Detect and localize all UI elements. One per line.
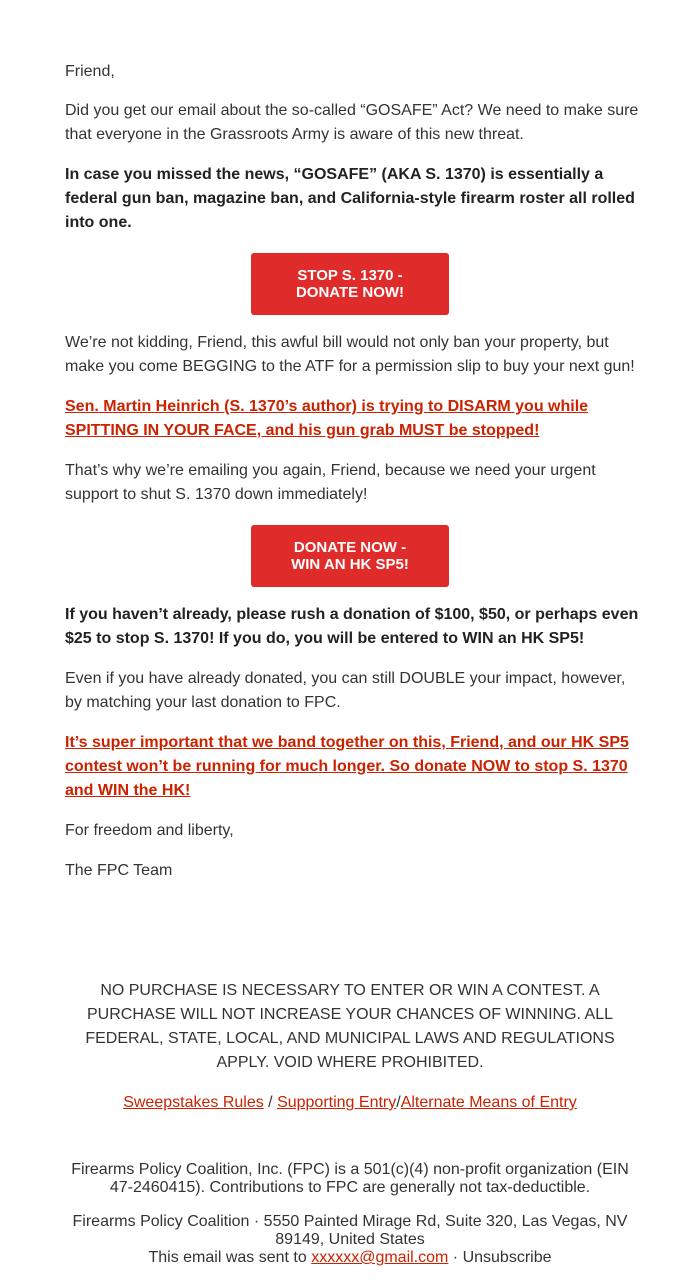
stop-button-line1: STOP S. 1370 - bbox=[297, 267, 403, 284]
unsubscribe-link[interactable]: Unsubscribe bbox=[462, 1249, 552, 1266]
kidding-paragraph: We’re not kidding, Friend, this awful bill would not only ban your property, but make you come BEGGING to the ATF for a permission slip to buy your next gun! bbox=[65, 334, 635, 375]
sent-separator: · bbox=[448, 1249, 463, 1266]
closing-line: For freedom and liberty, bbox=[65, 822, 234, 839]
heinrich-paragraph bbox=[65, 395, 645, 443]
heinrich-link[interactable]: Sen. Martin Heinrich (S. 1370’s author) is trying to DISARM you while SPITTING IN YOUR FACE, and his gun grab MUST be stopped! bbox=[65, 398, 589, 439]
sent-prefix: This email was sent to bbox=[148, 1249, 312, 1266]
sweepstakes-rules-link[interactable]: Sweepstakes Rules bbox=[123, 1094, 264, 1111]
recipient-email-link[interactable]: xxxxxx@gmail.com bbox=[311, 1249, 449, 1266]
donate-button-line1: DONATE NOW - bbox=[293, 539, 407, 556]
important-paragraph bbox=[65, 731, 645, 803]
rush-paragraph: If you haven’t already, please rush a donation of $100, $50, or perhaps even $25 to stop S. 1370! If you do, you will be entered to WIN an HK SP5! bbox=[65, 606, 639, 647]
footer-links bbox=[0, 1091, 700, 1115]
footer-org-info bbox=[0, 1161, 700, 1197]
stop-button-line2: DONATE NOW! bbox=[295, 284, 405, 301]
link-slash: / bbox=[396, 1094, 401, 1111]
donate-button-line2: WIN AN HK SP5! bbox=[291, 556, 409, 573]
link-separator: / bbox=[263, 1094, 278, 1111]
donate-win-button[interactable] bbox=[251, 525, 449, 587]
news-paragraph: In case you missed the news, “GOSAFE” (AKA S. 1370) is essentially a federal gun ban, magazine ban, and California-style firearm roster all rolled into one. bbox=[65, 166, 635, 231]
sent-line bbox=[0, 1249, 700, 1267]
disclaimer-text: NO PURCHASE IS NECESSARY TO ENTER OR WIN A CONTEST. A PURCHASE WILL NOT INCREASE YOUR CHANCES OF WINNING. ALL FEDERAL, STATE, LOCAL, AND MUNICIPAL LAWS AND REGULATIONS APPLY. VOID WHERE PROHIBITED. bbox=[85, 982, 615, 1071]
supporting-entry-link[interactable]: Supporting Entry bbox=[277, 1094, 397, 1111]
signature: The FPC Team bbox=[65, 862, 173, 879]
org-text: Firearms Policy Coalition, Inc. (FPC) is a 501(c)(4) non-profit organization (EIN 47-2460415). Contributions to FPC are generally not tax-deductible. bbox=[71, 1161, 629, 1196]
stop-donate-button[interactable] bbox=[251, 253, 449, 315]
footer-address bbox=[0, 1213, 700, 1267]
intro-paragraph: Did you get our email about the so-called “GOSAFE” Act? We need to make sure that everyone in the Grassroots Army is aware of this new threat. bbox=[65, 102, 639, 143]
double-paragraph: Even if you have already donated, you can still DOUBLE your impact, however, by matching your last donation to FPC. bbox=[65, 670, 626, 711]
address-text: Firearms Policy Coalition · 5550 Painted Mirage Rd, Suite 320, Las Vegas, NV 89149, United States bbox=[72, 1213, 628, 1248]
donate-win-button-label bbox=[291, 539, 409, 573]
footer-disclaimer bbox=[0, 979, 700, 1075]
emailing-paragraph: That’s why we’re emailing you again, Friend, because we need your urgent support to shut S. 1370 down immediately! bbox=[65, 462, 596, 503]
alternate-entry-link[interactable]: Alternate Means of Entry bbox=[400, 1094, 577, 1111]
stop-donate-button-label bbox=[296, 267, 404, 301]
important-link[interactable]: It’s super important that we band together on this, Friend, and our HK SP5 contest won’t be running for much longer. So donate NOW to stop S. 1370 and WIN the HK! bbox=[65, 734, 629, 799]
greeting: Friend, bbox=[65, 63, 115, 80]
